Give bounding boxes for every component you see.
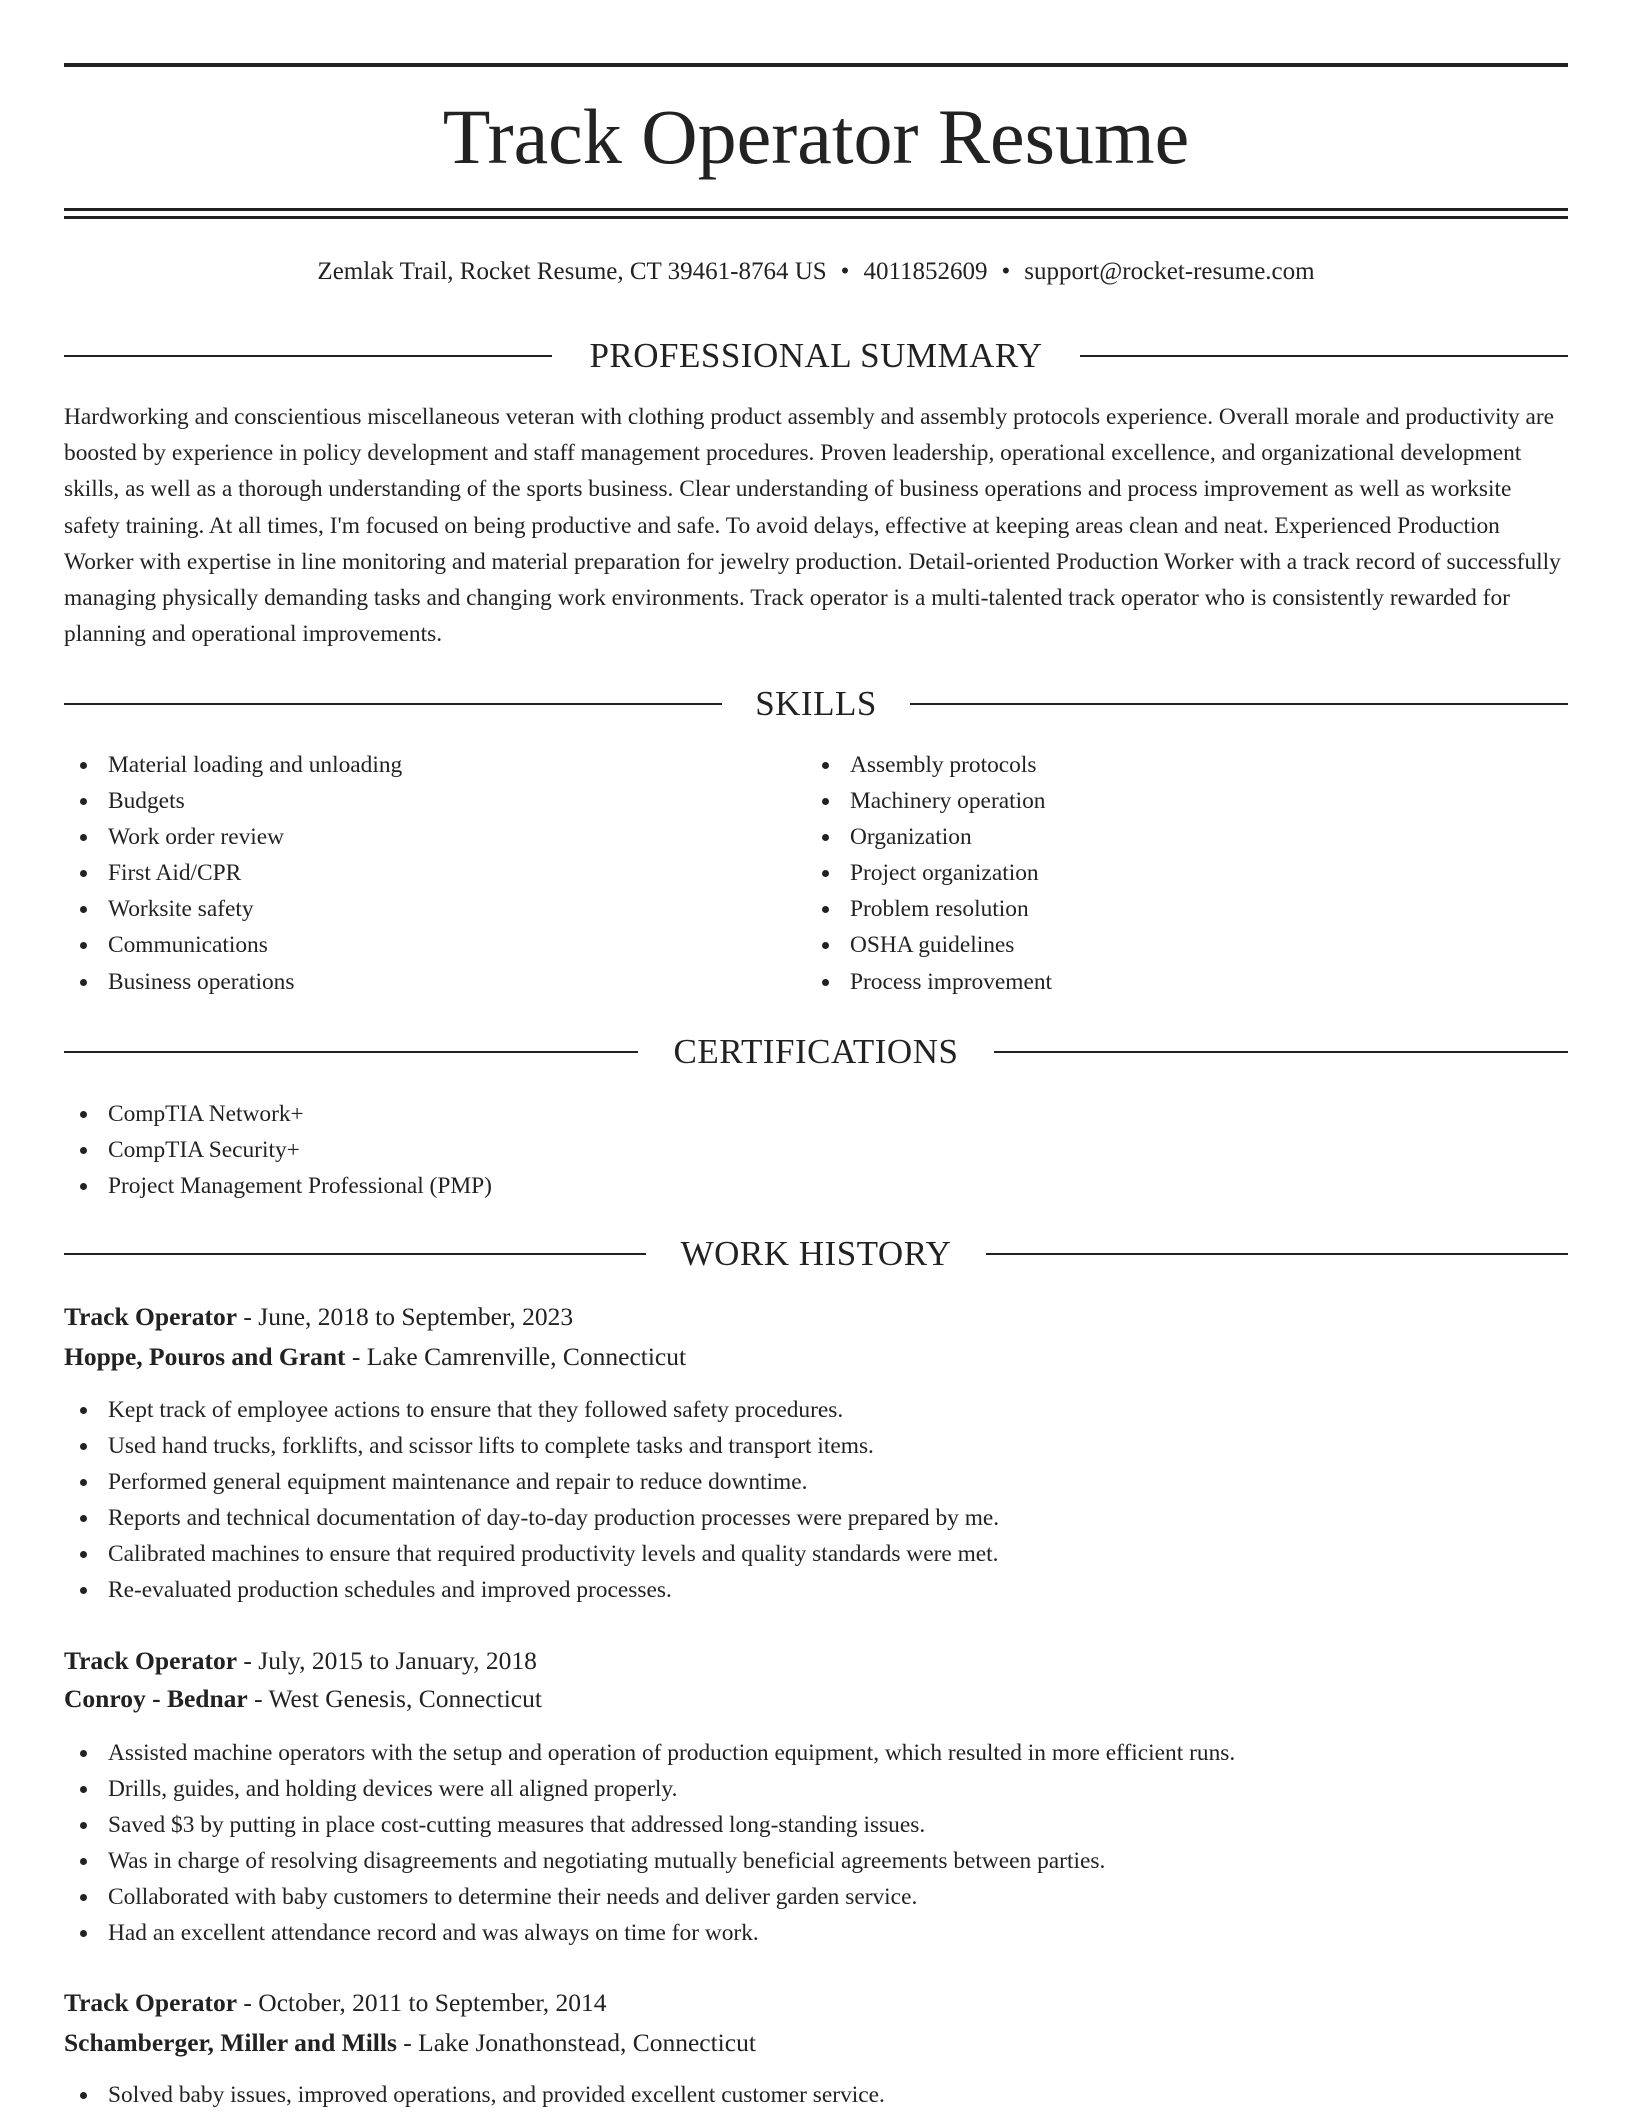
skill-item: Project organization [806, 855, 1052, 891]
contact-phone: 4011852609 [863, 258, 988, 285]
certification-item: CompTIA Security+ [64, 1132, 492, 1168]
job-bullet: Had an excellent attendance record and was always on time for work. [64, 1915, 1235, 1951]
skill-item: Process improvement [806, 964, 1052, 1000]
section-heading-work-history [64, 1232, 1568, 1276]
certification-item: CompTIA Network+ [64, 1096, 492, 1132]
job-location: - Lake Camrenville, Connecticut [345, 1342, 687, 1371]
job-company-line [64, 2025, 756, 2061]
job-bullet: Used hand trucks, forklifts, and scissor lifts to complete tasks and transport items. [64, 1428, 999, 1464]
resume-title: Track Operator Resume [442, 93, 1190, 180]
contact-email: support@rocket-resume.com [1024, 258, 1315, 285]
heading-rule-right [1080, 355, 1568, 357]
section-heading-label: WORK HISTORY [680, 1234, 952, 1273]
contact-separator: • [840, 258, 850, 285]
skill-item: Budgets [64, 783, 402, 819]
job-bullets [64, 1392, 999, 1609]
job-bullet: Saved $3 by putting in place cost-cutting measures that addressed long-standing issues. [64, 1807, 1235, 1843]
skill-item: OSHA guidelines [806, 927, 1052, 963]
job-bullet: Collaborated with baby customers to determine their needs and deliver garden service. [64, 1879, 1235, 1915]
job-title: Track Operator [64, 1988, 238, 2017]
job-dates: - June, 2018 to September, 2023 [237, 1302, 574, 1331]
job-company-line [64, 1681, 542, 1717]
section-heading-summary [64, 334, 1568, 378]
certification-item: Project Management Professional (PMP) [64, 1168, 492, 1204]
skill-item: Problem resolution [806, 891, 1052, 927]
summary-text: Hardworking and conscientious miscellaneous veteran with clothing product assembly and assembly protocols experience. Overall morale and productivity are boosted by experience in policy development and staff management procedures. Proven leadership, operational excellence, and organizational development skills, as well as a thorough understanding of the sports business. Clear understanding of business operations and process improvement as well as worksite safety training. At all times, I'm focused on being productive and safe. To avoid delays, effective at keeping areas clean and neat. Experienced Production Worker with expertise in line monitoring and material preparation for jewelry production. Detail-oriented Production Worker with a track record of successfully managing physically demanding tasks and changing work environments. Track operator is a multi-talented track operator who is consistently rewarded for planning and operational improvements. [64, 404, 1561, 648]
skills-list-right [806, 747, 1052, 1000]
skills-list-left [64, 747, 402, 1000]
job-bullet: Calibrated machines to ensure that required productivity levels and quality standards were met. [64, 1536, 999, 1572]
job-location: - Lake Jonathonstead, Connecticut [396, 2028, 756, 2057]
skill-item: First Aid/CPR [64, 855, 402, 891]
certifications-list [64, 1096, 492, 1204]
job-dates: - October, 2011 to September, 2014 [237, 1988, 607, 2017]
job-bullet: Solved baby issues, improved operations, and provided excellent customer service. [64, 2077, 885, 2113]
heading-rule-right [994, 1051, 1568, 1053]
section-heading-certifications [64, 1030, 1568, 1074]
section-heading-label: CERTIFICATIONS [673, 1032, 959, 1071]
skill-item: Worksite safety [64, 891, 402, 927]
heading-rule-right [986, 1253, 1568, 1255]
job-bullet: Drills, guides, and holding devices were all aligned properly. [64, 1771, 1235, 1807]
job-location: - West Genesis, Connecticut [247, 1684, 542, 1713]
job-company: Schamberger, Miller and Mills [64, 2028, 397, 2057]
section-heading-label: PROFESSIONAL SUMMARY [589, 336, 1043, 375]
job-company: Conroy - Bednar [64, 1684, 248, 1713]
contact-separator: • [1001, 258, 1011, 285]
skill-item: Communications [64, 927, 402, 963]
contact-address: Zemlak Trail, Rocket Resume, CT 39461-8764 US [317, 258, 827, 285]
section-heading-label: SKILLS [755, 684, 877, 723]
job-bullet: Kept track of employee actions to ensure that they followed safety procedures. [64, 1392, 999, 1428]
job-bullet: Was in charge of resolving disagreements and negotiating mutually beneficial agreements between parties. [64, 1843, 1235, 1879]
skill-item: Organization [806, 819, 1052, 855]
job-bullet: Reports and technical documentation of day-to-day production processes were prepared by me. [64, 1500, 999, 1536]
skill-item: Work order review [64, 819, 402, 855]
job-company: Hoppe, Pouros and Grant [64, 1342, 346, 1371]
job-title: Track Operator [64, 1646, 238, 1675]
job-title-line [64, 1985, 607, 2021]
job-bullet: Performed general equipment maintenance and repair to reduce downtime. [64, 1464, 999, 1500]
job-title-line [64, 1643, 537, 1679]
contact-line [64, 254, 1568, 290]
job-bullets [64, 1735, 1235, 1952]
top-rule [64, 63, 1568, 67]
section-heading-skills [64, 682, 1568, 726]
skill-item: Material loading and unloading [64, 747, 402, 783]
job-bullet: Assisted machine operators with the setup and operation of production equipment, which resulted in more efficient runs. [64, 1735, 1235, 1771]
job-bullets [64, 2077, 885, 2113]
skill-item: Machinery operation [806, 783, 1052, 819]
job-company-line [64, 1339, 686, 1375]
job-title-line [64, 1299, 573, 1335]
job-dates: - July, 2015 to January, 2018 [237, 1646, 537, 1675]
job-bullet: Re-evaluated production schedules and improved processes. [64, 1572, 999, 1608]
skill-item: Assembly protocols [806, 747, 1052, 783]
heading-rule-right [910, 703, 1568, 705]
job-title: Track Operator [64, 1302, 238, 1331]
title-rule-upper [64, 208, 1568, 211]
skill-item: Business operations [64, 964, 402, 1000]
title-rule-lower [64, 216, 1568, 219]
